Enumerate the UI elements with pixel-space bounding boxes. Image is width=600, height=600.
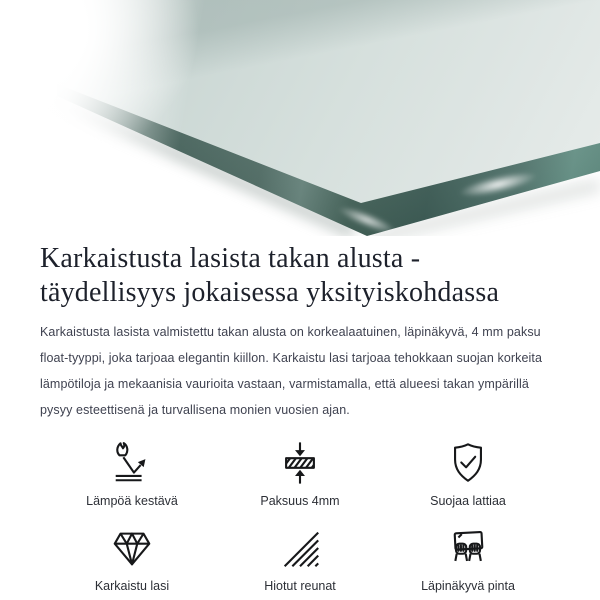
feature-label: Lämpöä kestävä bbox=[86, 494, 178, 508]
feature-heat-resistant bbox=[48, 440, 216, 509]
feature-transparent-surface bbox=[384, 525, 552, 594]
feature-label: Läpinäkyvä pinta bbox=[421, 579, 515, 593]
product-description: Karkaistusta lasista valmistettu takan alusta on korkealaatuinen, läpinäkyvä, 4 mm paksu float-tyyppi, joka tarjoaa elegantin kiillon. Karkaistu lasi tarjoaa tehokkaan suojan korkeita lämpötiloja ja mekaanisia vaurioita vastaan, varmistamalla, että alueesi takan ympärillä pysyy esteettisenä ja turvallisena monien vuosien ajan. bbox=[40, 325, 543, 417]
feature-tempered-glass bbox=[48, 525, 216, 594]
feature-label: Suojaa lattiaa bbox=[430, 494, 506, 508]
feature-label: Karkaistu lasi bbox=[94, 579, 170, 593]
shield-check-icon bbox=[445, 440, 491, 486]
feature-grid bbox=[40, 440, 560, 594]
content-section bbox=[0, 236, 600, 594]
hands-holding-glass-icon bbox=[445, 525, 491, 571]
polished-edges-icon bbox=[277, 525, 323, 571]
thickness-4mm-icon bbox=[277, 440, 323, 486]
diamond-icon bbox=[109, 525, 155, 571]
product-photo-glass-sheet bbox=[0, 0, 600, 236]
feature-label: Hiotut reunat bbox=[264, 579, 336, 593]
feature-polished-edges bbox=[216, 525, 384, 594]
feature-thickness bbox=[216, 440, 384, 509]
feature-label: Paksuus 4mm bbox=[260, 494, 340, 508]
heat-resistant-icon bbox=[109, 440, 155, 486]
feature-protects-floor bbox=[384, 440, 552, 509]
page-title: Karkaistusta lasista takan alusta - täydellisyys jokaisessa yksityiskohdassa bbox=[40, 243, 500, 308]
